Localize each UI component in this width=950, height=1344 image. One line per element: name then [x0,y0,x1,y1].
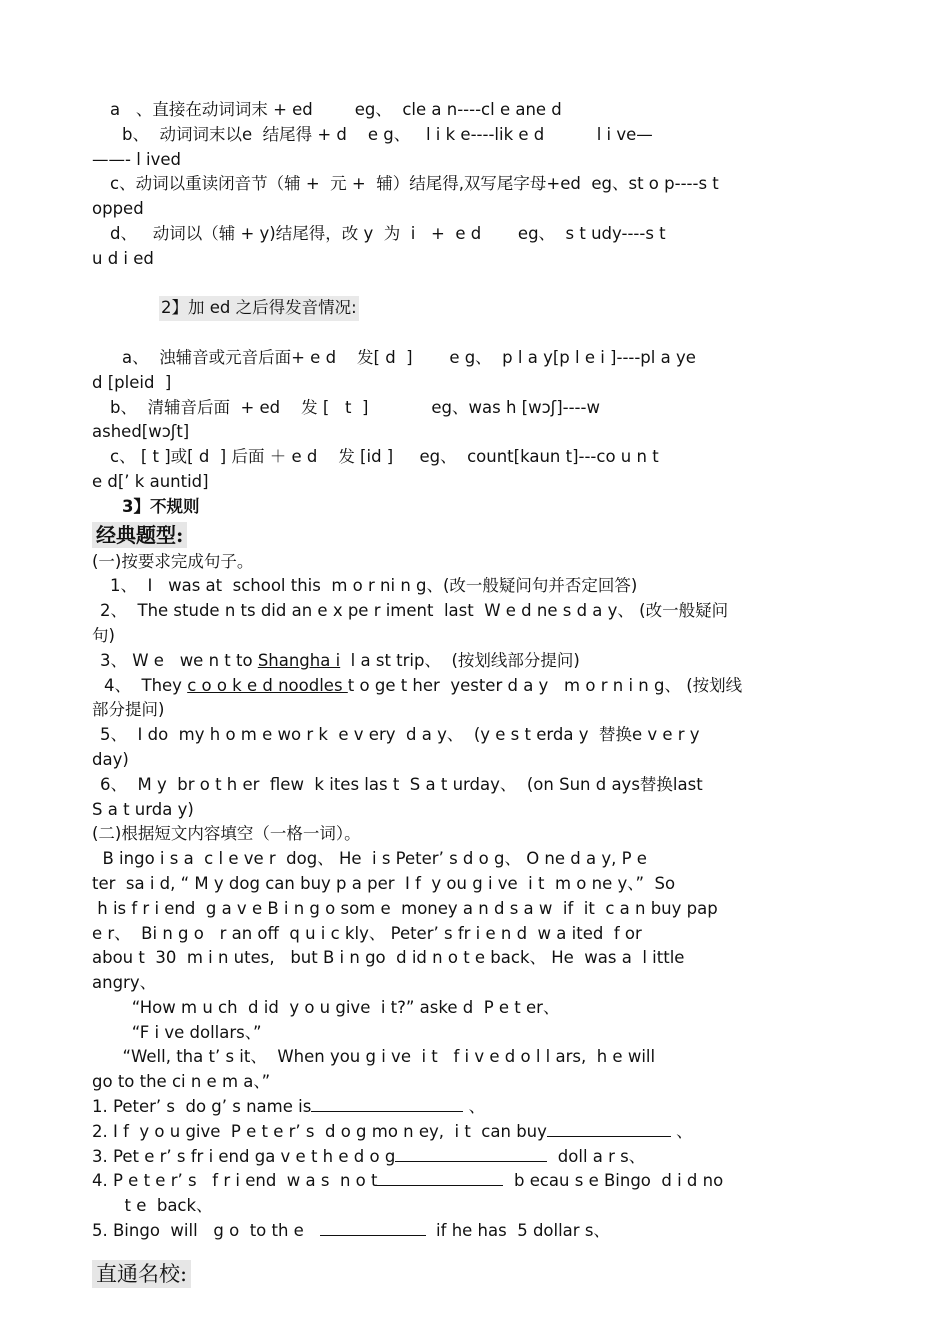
irregular-heading: 3】不规则 [122,496,200,516]
passage-line-5: abou t 30 m i n utes, but B i n go d id n o t e back、 He was a l ittle [92,948,685,968]
question-2-line2: 句) [92,625,115,645]
question-4-prefix: 4、 They [104,675,188,695]
pron-b-line1: b、 清辅音后面 + ed 发 [ t ] eg、was h [wɔʃ]----w [110,397,600,417]
pron-a-line2: d [pleid ] [92,372,172,392]
final-section-title-row [92,1244,862,1288]
classic-section-title-row [92,520,862,550]
fill-2-prefix: 2. I f y o u give P e t e r’ s d o g mo n ey, i t can buy [92,1121,547,1141]
question-5-line1: 5、 I do my h o m e wo r k e v ery d a y、 (y e s t erda y 替换e v e r y [100,725,700,745]
fill-question-2 [92,1120,862,1145]
final-section-title: 直通名校: [92,1260,191,1288]
question-4 [92,674,862,699]
rule-a: a 、直接在动词词末 + ed eg、 cle a n----cl e ane d [110,100,562,119]
rule-c-line2: opped [92,199,144,219]
question-4-line2: 部分提问) [92,700,165,720]
document-page [92,98,862,1288]
question-6-line2: S a t urda y) [92,799,194,819]
fill-5-prefix: 5. Bingo will g o to th e [92,1221,320,1241]
rule-b-line1: b、 动词词末以e 结尾得 + d e g、 l i k e----lik e d l i ve— [122,124,653,144]
pron-c-line2: e d[’ k auntid] [92,471,209,491]
fill-5-suffix: if he has 5 dollar s、 [425,1221,610,1241]
question-6-line1: 6、 M y br o t h er flew k ites las t S a t urday、 (on Sun d ays替换last [100,774,703,794]
fill-question-1 [92,1095,862,1120]
question-3-prefix: 3、 W e we n t to [100,650,258,670]
question-3-suffix: l a st trip、 (按划线部分提问) [340,650,580,670]
fill-question-4 [92,1169,862,1194]
passage-line-9: “Well, tha t’ s it、 When you g i ve i t f i v e d o l l ars, h e will [112,1047,656,1067]
part2-title: (二)根据短文内容填空（一格一词）。 [92,824,361,844]
fill-question-5 [92,1219,862,1244]
question-3-underlined: Shangha i [257,650,341,670]
fill-4-prefix: 4. P e t e r’ s f r i end w a s n o t [92,1171,378,1191]
passage-line-7: “How m u ch d id y o u give i t?” aske d P e t er、 [116,997,560,1017]
fill-2-suffix: 、 [670,1121,693,1141]
fill-1-prefix: 1. Peter’ s do g’ s name is [92,1097,312,1117]
question-1: 1、 I was at school this m o r ni n g、(改一般疑问句并否定回答) [110,576,638,596]
classic-section-title: 经典题型: [92,522,187,548]
passage-line-1: B ingo i s a c l e ve r dog、 He i s Peter’ s d o g、 O ne d a y, P e [92,849,647,869]
fill-3-suffix: doll a r s、 [547,1146,646,1166]
fill-3-prefix: 3. Pet e r’ s fr i end ga v e t h e d o g [92,1146,396,1166]
pronunciation-heading [92,272,862,346]
rule-c-line1: c、动词以重读闭音节（辅 + 元 + 辅）结尾得,双写尾字母+ed eg、st o p----s t [110,174,719,194]
question-5-line2: day) [92,749,129,769]
rule-b-line2: ——- l ived [92,149,182,169]
pron-b-line2: ashed[wɔʃt] [92,422,190,442]
fill-question-4-line2: t e back、 [114,1196,213,1216]
question-4-suffix: t o ge t her yester d a y m o r n i n g、 (按划线 [347,675,743,695]
passage-line-2: ter sa i d, “ M y dog can buy p a per I f y ou g i ve i t m o ne y、” So [92,873,676,893]
question-2-line1: 2、 The stude n ts did an e x pe r iment last W e d ne s d a y、 (改一般疑问 [100,601,729,621]
pronunciation-heading-text: 2】加 ed 之后得发音情况: [159,296,359,321]
passage-line-10: go to the ci n e m a、” [92,1072,271,1092]
question-4-underlined: c o o k e d noodles [187,675,348,695]
fill-question-3 [92,1145,862,1170]
fill-4-suffix: b ecau s e Bingo d i d no [503,1171,724,1191]
part1-title: (一)按要求完成句子。 [92,551,254,571]
fill-2-blank[interactable] [547,1120,671,1137]
fill-5-blank[interactable] [320,1219,426,1236]
rule-d-line1: d、 动词以（辅 + y)结尾得，改 y 为 i + e d eg、 s t udy----s t [110,223,666,243]
fill-1-blank[interactable] [311,1095,463,1112]
fill-3-blank[interactable] [395,1145,547,1162]
passage-line-3: h is f r i end g a v e B i n g o som e money a n d s a w if it c a n buy pap [92,898,718,918]
passage-line-4: e r、 Bi n g o r an off q u i c kly、 Peter’ s fr i e n d w a ited f or [92,923,642,943]
rule-d-line2: u d i ed [92,248,154,268]
pron-a-line1: a、 浊辅音或元音后面+ e d 发[ d ] e g、 p l a y[p l e i ]----pl a ye [122,347,696,367]
passage-line-8: “F i ve dollars、” [116,1022,262,1042]
fill-1-suffix: 、 [463,1097,486,1117]
passage-line-6: angry、 [92,973,157,993]
pron-c-line1: c、 [ t ]或[ d ] 后面 ＋ e d 发 [id ] eg、 count[kaun t]---co u n t [110,447,659,467]
question-3 [92,649,862,674]
fill-4-blank[interactable] [377,1169,503,1186]
